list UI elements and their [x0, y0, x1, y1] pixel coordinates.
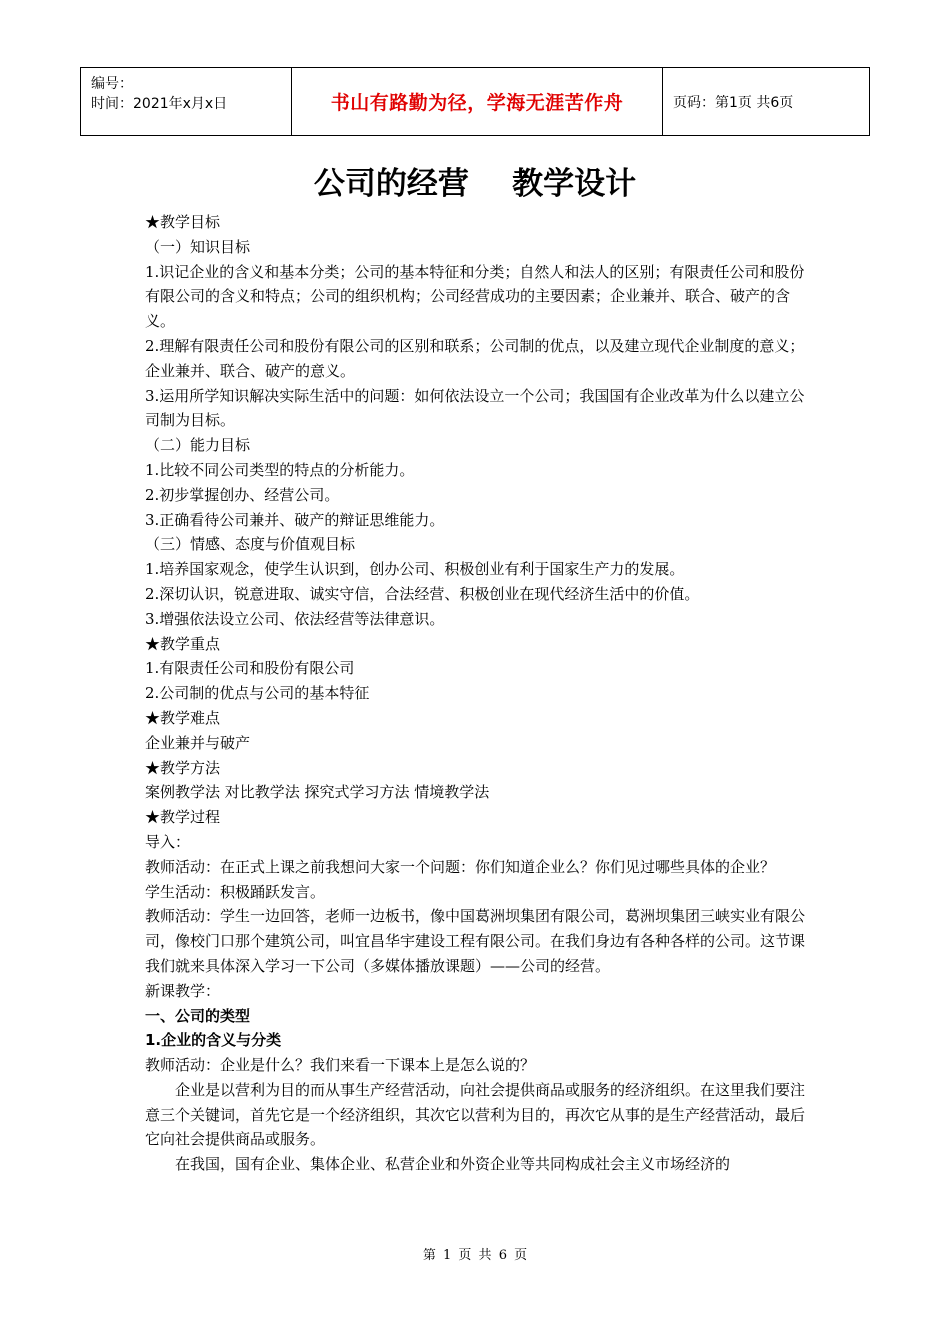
header-page-cell — [663, 68, 870, 136]
body-paragraph: 教师活动：学生一边回答，老师一边板书，像中国葛洲坝集团有限公司，葛洲坝集团三峡实业有限公司，像校门口那个建筑公司，叫宜昌华宇建设工程有限公司。在我们身边有各种各样的公司。这节课我们就来具体深入学习一下公司（多媒体播放课题）——公司的经营。 — [145, 907, 806, 975]
body-paragraph: 2.公司制的优点与公司的基本特征 — [145, 684, 370, 703]
body-paragraph: 1.培养国家观念，使学生认识到，创办公司、积极创业有利于国家生产力的发展。 — [145, 560, 685, 579]
body-paragraph: 3.增强依法设立公司、依法经营等法律意识。 — [145, 609, 445, 628]
body-paragraph: 2.理解有限责任公司和股份有限公司的区别和联系；公司制的优点，以及建立现代企业制度的意义；企业兼并、联合、破产的意义。 — [145, 336, 805, 380]
document-number-label: 编号： — [91, 76, 133, 92]
body-paragraph: 一、公司的类型 — [145, 1006, 251, 1025]
body-paragraph: 1.识记企业的含义和基本分类；公司的基本特征和分类；自然人和法人的区别；有限责任公司和股份有限公司的含义和特点；公司的组织机构；公司经营成功的主要因素；企业兼并、联合、破产的含义。 — [145, 262, 805, 331]
body-paragraph: 导入： — [145, 832, 191, 851]
body-paragraph: 在我国，国有企业、集体企业、私营企业和外资企业等共同构成社会主义市场经济的 — [175, 1155, 731, 1174]
body-paragraph: （一）知识目标 — [145, 237, 251, 256]
body-paragraph: 1.企业的含义与分类 — [145, 1031, 282, 1050]
body-paragraph: 企业兼并与破产 — [145, 733, 251, 752]
body-paragraph: 1.比较不同公司类型的特点的分析能力。 — [145, 460, 415, 479]
body-paragraph: （三）情感、态度与价值观目标 — [145, 535, 356, 554]
header-motto: 书山有路勤为径，学海无涯苦作舟 — [330, 92, 624, 114]
body-paragraph: 教师活动：企业是什么？我们来看一下课本上是怎么说的？ — [145, 1056, 536, 1075]
body-paragraph: ★教学重点 — [145, 634, 221, 653]
body-paragraph: ★教学目标 — [145, 213, 221, 231]
header-page-info: 页码：第1页 共6页 — [673, 94, 794, 111]
body-paragraph: ★教学方法 — [145, 758, 221, 777]
document-date: 时间：2021年x月x日 — [91, 96, 228, 112]
body-paragraph: 学生活动：积极踊跃发言。 — [145, 882, 326, 901]
header-info-cell — [81, 68, 292, 136]
document-body — [145, 210, 805, 1177]
body-paragraph: 教师活动：在正式上课之前我想问大家一个问题：你们知道企业么？你们见过哪些具体的企业？ — [145, 857, 776, 876]
document-title: 公司的经营 教学设计 — [313, 166, 637, 202]
header-motto-cell — [292, 68, 663, 136]
body-paragraph: 2.深切认识，锐意进取、诚实守信，合法经营、积极创业在现代经济生活中的价值。 — [145, 584, 700, 603]
body-paragraph: 2.初步掌握创办、经营公司。 — [145, 485, 340, 504]
page-footer: 第 1 页 共 6 页 — [422, 1248, 528, 1263]
header-table — [80, 67, 870, 136]
body-paragraph: （二）能力目标 — [145, 436, 251, 455]
body-paragraph: ★教学难点 — [145, 708, 221, 727]
body-paragraph: 3.运用所学知识解决实际生活中的问题：如何依法设立一个公司；我国国有企业改革为什么以建立公司制为目标。 — [145, 386, 805, 430]
body-paragraph: 案例教学法 对比教学法 探究式学习方法 情境教学法 — [145, 783, 490, 802]
body-paragraph: 新课教学： — [145, 981, 221, 1000]
body-paragraph: 企业是以营利为目的而从事生产经营活动，向社会提供商品或服务的经济组织。在这里我们要注意三个关键词，首先它是一个经济组织，其次它以营利为目的，再次它从事的是生产经营活动，最后它向社会提供商品或服务。 — [145, 1080, 806, 1149]
body-paragraph: 1.有限责任公司和股份有限公司 — [145, 659, 355, 678]
body-paragraph: 3.正确看待公司兼并、破产的辩证思维能力。 — [145, 510, 445, 529]
body-paragraph: ★教学过程 — [145, 808, 221, 827]
